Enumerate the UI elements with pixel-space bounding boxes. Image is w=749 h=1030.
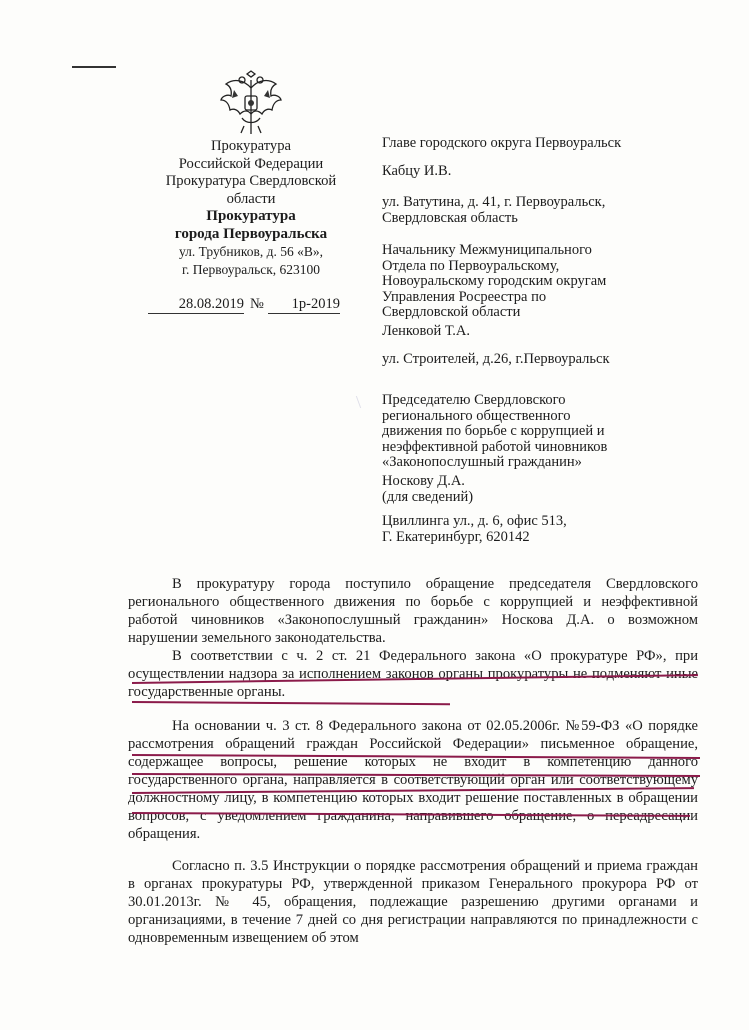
org-line: Прокуратура [211, 138, 291, 154]
sender-block [138, 138, 364, 278]
recipient-line: «Законопослушный гражданин» [382, 454, 582, 470]
recipient-address [382, 513, 567, 545]
body-paragraph: Согласно п. 3.5 Инструкции о порядке рассмотрения обращений и приема граждан в органах прокуратуры РФ, утвержденной приказом Генерального прокурора РФ от 30.01.2013г. № 45, обращения, подлежащие разрешению другими органами и организациями, в течение 7 дней со дня регистрации направляются по принадлежности с одновременным извещением об этом [128, 858, 698, 946]
recipient-title [382, 393, 607, 471]
registration-date: 28.08.2019 [148, 296, 244, 314]
org-address: ул. Трубников, д. 56 «В», [179, 244, 323, 259]
registration-number-label: № [250, 296, 264, 312]
double-headed-eagle-icon [216, 70, 286, 136]
org-address: г. Первоуральск, 623100 [181, 261, 321, 277]
recipient-line: Новоуральскому городским округам [382, 273, 607, 289]
recipient-address [382, 194, 605, 226]
org-line: области [226, 190, 276, 207]
recipient-title [382, 243, 606, 321]
recipient-line: Носкову Д.А. [382, 473, 465, 489]
org-title: Прокуратура [206, 208, 296, 224]
recipient-name: Ленковой Т.А. [382, 323, 470, 339]
corner-mark [72, 66, 116, 68]
recipient-line: неэффективной работой чиновников [382, 438, 608, 455]
org-line: Российской Федерации [178, 155, 324, 172]
recipient-line: Свердловской области [382, 304, 521, 320]
address-line: Г. Екатеринбург, 620142 [382, 529, 530, 545]
recipient-line: Начальнику Межмуниципального [382, 242, 592, 258]
recipient-line: Председателю Свердловского [382, 392, 566, 408]
recipient-address: ул. Строителей, д.26, г.Первоуральск [382, 351, 610, 367]
recipient-name: Кабцу И.В. [382, 163, 452, 179]
recipient-name [382, 473, 473, 505]
recipient-line: Управления Росреестра по [382, 288, 547, 305]
recipient-line: (для сведений) [382, 489, 474, 505]
pen-mark [348, 396, 361, 408]
recipient-line: регионального общественного [382, 407, 571, 424]
address-line: Цвиллинга ул., д. 6, офис 513, [382, 513, 567, 529]
body-paragraph: На основании ч. 3 ст. 8 Федерального закона от 02.05.2006г. №59-ФЗ «О порядке рассмотрения обращений граждан Российской Федерации» письменное обращение, содержащее вопросы, решение которых не входит в компетенцию данного государственного органа, направляется в соответствующий орган или соответствующему должностному лицу, в компетенцию которых входит решение поставленных в обращении вопросов, с уведомлением гражданина, направившего обращение, о переадресации обращения. [128, 718, 698, 842]
org-title: города Первоуральска [174, 225, 328, 242]
recipient-line: Отдела по Первоуральскому, [382, 257, 560, 274]
address-line: ул. Ватутина, д. 41, г. Первоуральск, [382, 194, 606, 210]
underline-mark [132, 701, 450, 705]
org-line: Прокуратура Свердловской [165, 173, 337, 189]
registration-number: 1р-2019 [268, 296, 340, 314]
body-paragraph: В соответствии с ч. 2 ст. 21 Федерального закона «О прокуратуре РФ», при осуществлении надзора за исполнением законов органы прокуратуры не подменяют иные государственные органы. [128, 648, 698, 700]
address-line: Свердловская область [382, 210, 518, 226]
body-paragraph: В прокуратуру города поступило обращение председателя Свердловского регионального общественного движения по борьбе с коррупцией и неэффективной работой чиновников «Законопослушный гражданин» Носкова Д.А. о возможном нарушении земельного законодательства. [128, 576, 698, 646]
recipient-line: движения по борьбе с коррупцией и [382, 423, 605, 439]
recipient-title: Главе городского округа Первоуральск [382, 135, 622, 151]
